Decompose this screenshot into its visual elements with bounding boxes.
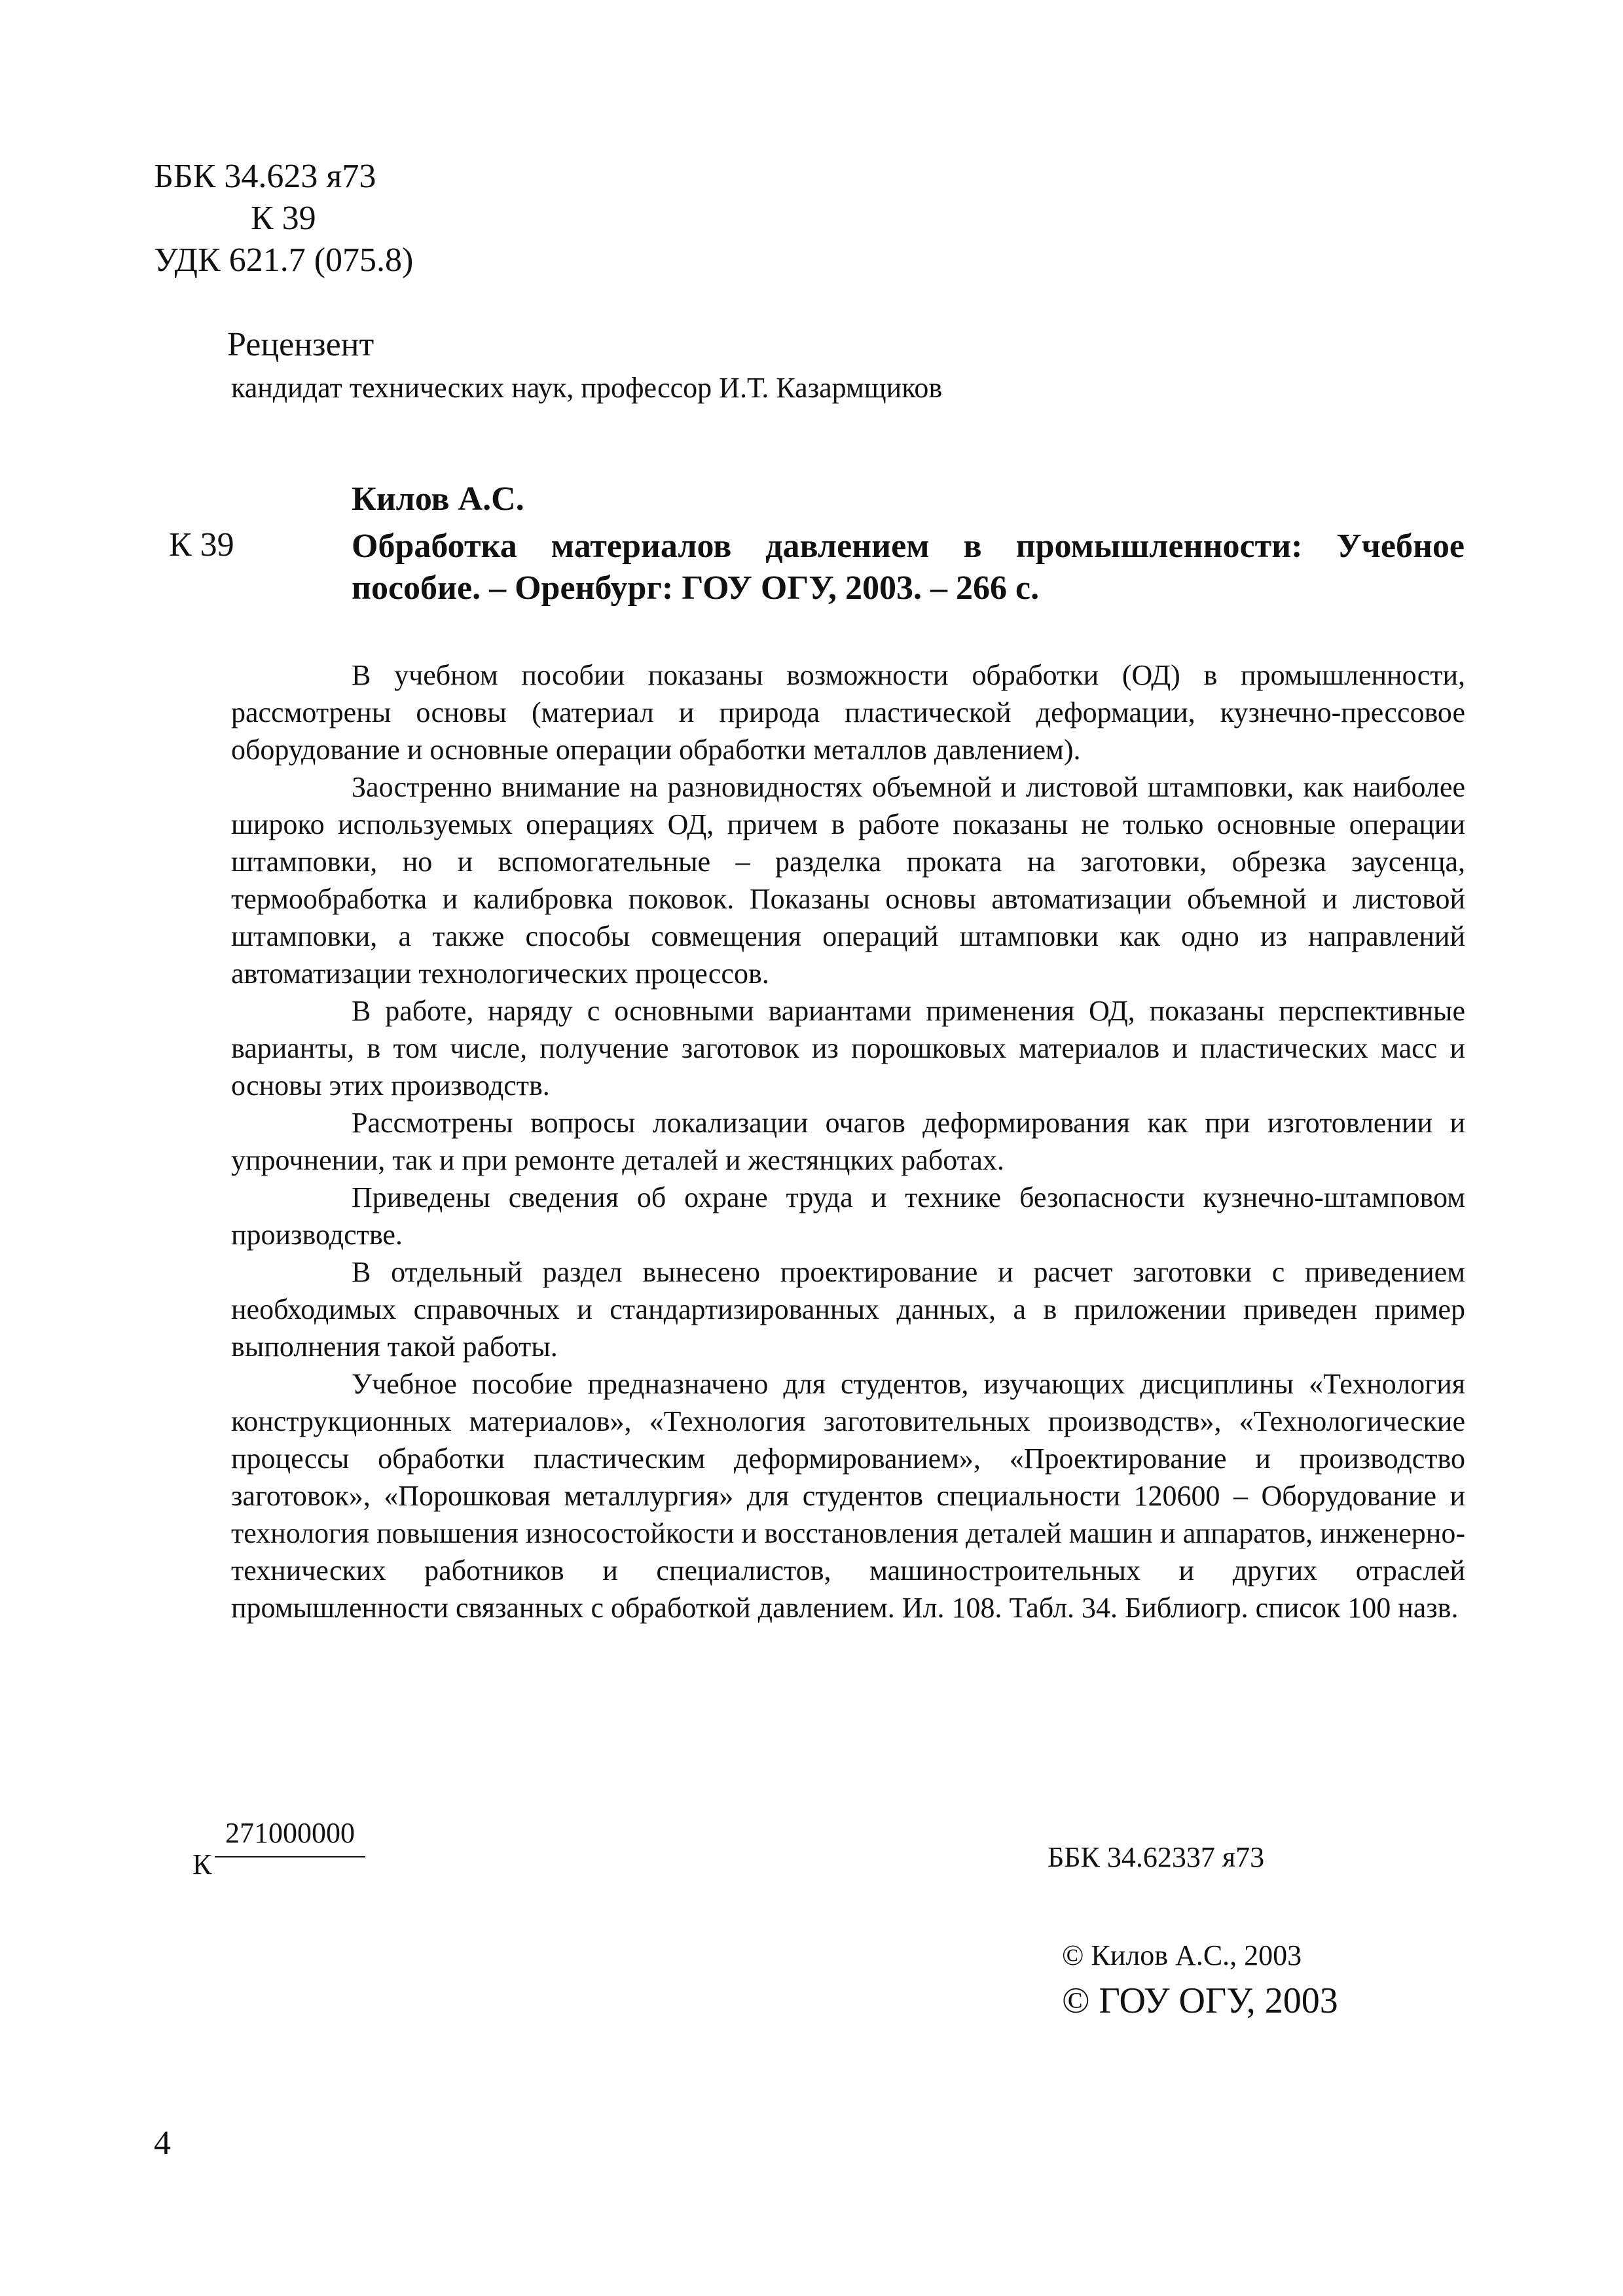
- copyright-organization: © ГОУ ОГУ, 2003: [1062, 1981, 1338, 2021]
- copyright-author: © Килов А.С., 2003: [1062, 1939, 1302, 1971]
- book-title: Обработка материалов давлением в промышленности: Учебное пособие. – Оренбург: ГОУ ОГУ, 2003. – 266 с.: [352, 528, 1465, 607]
- book-author: Килов А.С.: [352, 480, 524, 518]
- reviewer-label: Рецензент: [227, 326, 374, 363]
- bbk-code: ББК 34.623 я73: [154, 158, 376, 195]
- book-code: К 39: [169, 526, 234, 564]
- abstract-paragraph: Рассмотрены вопросы локализации очагов деформирования как при изготовлении и упрочнении, так и при ремонте деталей и жестянцких работах.: [231, 1107, 1465, 1176]
- abstract-paragraph: В работе, наряду с основными вариантами применения ОД, показаны перспективные варианты, в том числе, получение заготовок из порошковых материалов и пластических масс и основы этих производств.: [231, 995, 1465, 1102]
- fraction-number: 271000000: [215, 1816, 365, 1857]
- abstract-paragraph: Учебное пособие предназначено для студентов, изучающих дисциплины «Технология конструкционных материалов», «Технология заготовительных производств», «Технологические процессы обработки пластическим деформированием», «Проектирование и производство заготовок», «Порошковая металлургия» для студентов специальности 120600 – Оборудование и технология повышения износостойкости и восстановления деталей машин и аппаратов, инженерно-технических работников и специалистов, машиностроительных и других отраслей промышленности связанных с обработкой давлением. Ил. 108. Табл. 34. Библиогр. список 100 назв.: [231, 1368, 1465, 1624]
- abstract: [231, 656, 1465, 1626]
- page-number: 4: [154, 2125, 171, 2162]
- abstract-paragraph: В отдельный раздел вынесено проектирование и расчет заготовки с приведением необходимых справочных и стандартизированных данных, а в приложении приведен пример выполнения такой работы.: [231, 1256, 1465, 1363]
- udk-code: УДК 621.7 (075.8): [154, 242, 414, 279]
- abstract-paragraph: В учебном пособии показаны возможности обработки (ОД) в промышленности, рассмотрены основы (материал и природа пластической деформации, кузнечно-прессовое оборудование и основные операции обработки металлов давлением).: [231, 659, 1465, 766]
- abstract-paragraph: Заостренно внимание на разновидностях объемной и листовой штамповки, как наиболее широко используемых операциях ОД, причем в работе показаны не только основные операции штамповки, но и вспомогательные – разделка проката на заготовки, обрезка заусенца, термообработка и калибровка поковок. Показаны основы автоматизации объемной и листовой штамповки, а также способы совмещения операций штамповки как одно из направлений автоматизации технологических процессов.: [231, 771, 1465, 990]
- fraction-letter: К: [192, 1848, 212, 1880]
- reviewer-text: кандидат технических наук, профессор И.Т. Казармщиков: [231, 372, 943, 404]
- abstract-paragraph: Приведены сведения об охране труда и технике безопасности кузнечно-штамповом производстве.: [231, 1181, 1465, 1251]
- author-mark: К 39: [251, 200, 316, 237]
- bbk-full-code: ББК 34.62337 я73: [1048, 1841, 1265, 1873]
